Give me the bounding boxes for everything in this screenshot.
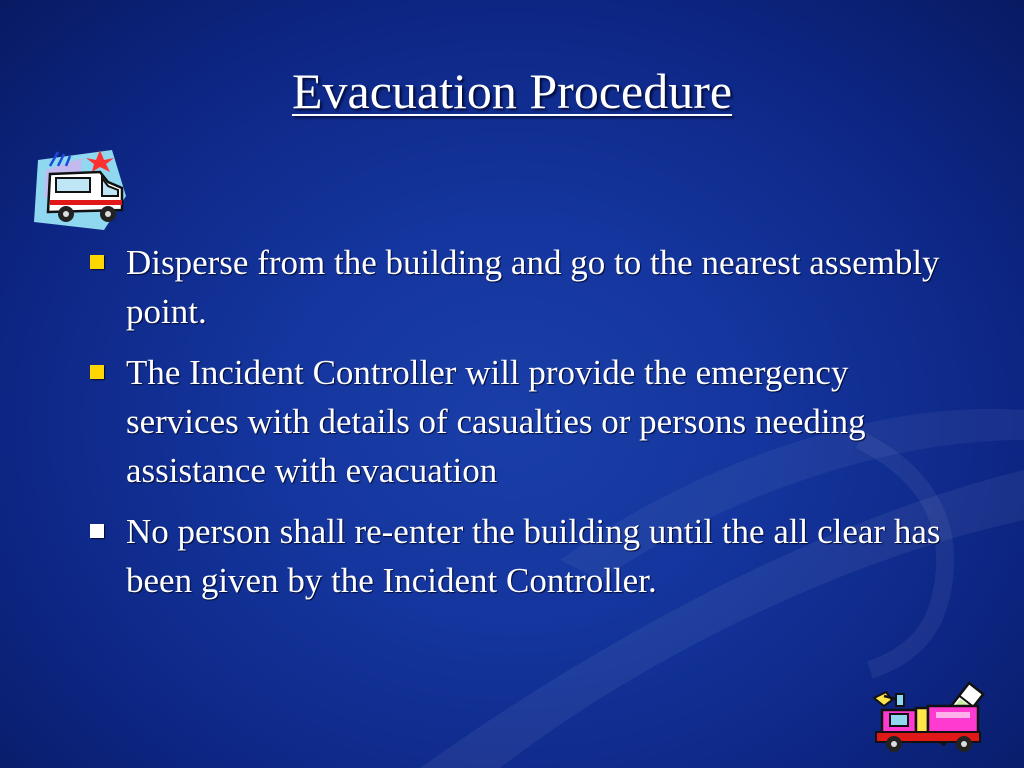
bullet-text: No person shall re-enter the building until the all clear has been given by the Incident Controller. [126,512,941,600]
bullet-marker [90,255,104,269]
bullet-list [86,238,966,617]
ambulance-icon [30,148,130,233]
bullet-marker [90,365,104,379]
bullet-item [86,507,966,605]
bullet-marker [90,524,104,538]
bullet-text: The Incident Controller will provide the emergency services with details of casualties or persons needing assistance with evacuation [126,353,866,490]
slide-title: Evacuation Procedure [291,63,733,119]
bullet-text: Disperse from the building and go to the nearest assembly point. [126,243,940,331]
fire-truck-icon [856,656,990,756]
bullet-item [86,348,966,495]
bullet-item [86,238,966,336]
